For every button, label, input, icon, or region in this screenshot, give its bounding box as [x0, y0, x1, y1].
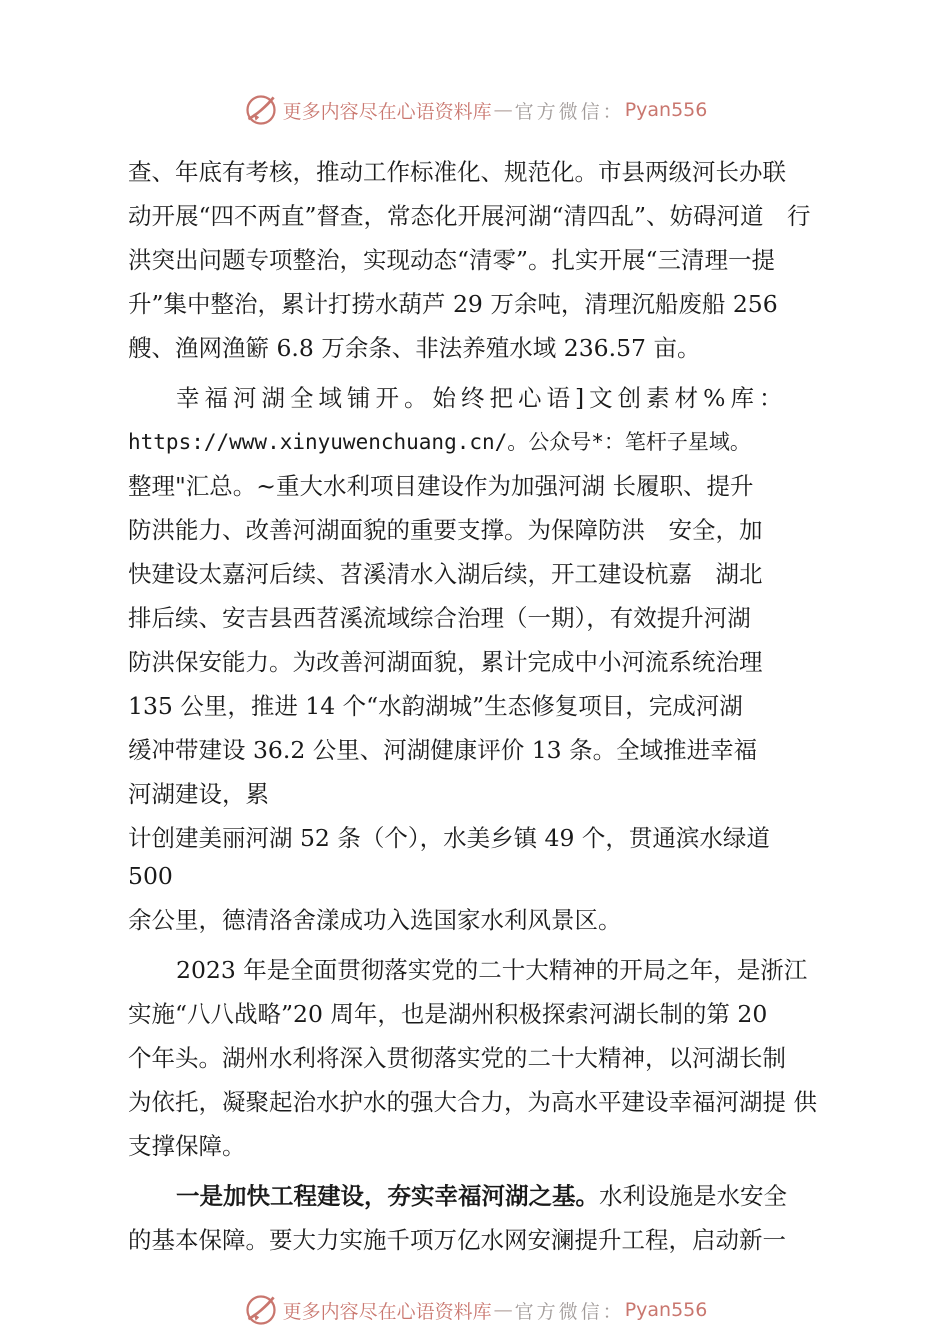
text-line: 防洪能力、改善河湖面貌的重要支撑。为保障防洪 安全，加 — [128, 516, 763, 544]
document-body — [128, 150, 828, 1262]
text-line: 个年头。湖州水利将深入贯彻落实党的二十大精神，以河湖长制 — [128, 1044, 786, 1072]
heading-continuation: 水利设施是水安全 — [599, 1182, 787, 1210]
text-line: 计创建美丽河湖 52 条（个），水美乡镇 49 个，贯通滨水绿道 — [128, 824, 770, 852]
banner-wechat-label: 官方微信： — [514, 100, 625, 123]
text-line: 的基本保障。要大力实施千项万亿水网安澜提升工程，启动新一 — [128, 1226, 786, 1254]
text-line: 缓冲带建设 36.2 公里、河湖健康评价 13 条。全域推进幸福 — [128, 736, 758, 764]
text-line: 135 公里，推进 14 个“水韵湖城”生态修复项目，完成河湖 — [128, 692, 743, 720]
url-line: https://www.xinyuwenchuang.cn/。公众号*：笔杆子星域。 — [128, 430, 751, 454]
banner-wechat-label: 官方微信： — [514, 1300, 625, 1323]
text-line: 河湖建设，累 — [128, 780, 269, 808]
text-line: 排后续、安吉县西苕溪流域综合治理（一期），有效提升河湖 — [128, 604, 751, 632]
text-line — [128, 1174, 828, 1218]
text-line: 动开展“四不两直”督查，常态化开展河湖“清四乱”、妨碍河道 行 — [128, 202, 811, 230]
text-line: 整理"汇总。~重大水利项目建设作为加强河湖 长履职、提升 — [128, 472, 754, 500]
text-line: 洪突出问题专项整治，实现动态“清零”。扎实开展“三清理一提 — [128, 246, 776, 274]
text-line: 艘、渔网渔簖 6.8 万余条、非法养殖水域 236.57 亩。 — [128, 334, 701, 362]
paragraph-5 — [128, 948, 828, 1168]
text-line: 2023 年是全面贯彻落实党的二十大精神的开局之年，是浙江 — [176, 956, 808, 984]
banner-wechat-handle: Pyan556 — [624, 99, 708, 121]
paragraph-4: 余公里，德清洛舍漾成功入选国家水利风景区。 — [128, 906, 622, 934]
header-banner — [0, 90, 950, 130]
paragraph-3 — [128, 816, 828, 892]
text-line: 升”集中整治，累计打捞水葫芦 29 万余吨，清理沉船废船 256 — [128, 290, 778, 318]
text-line: 查、年底有考核，推动工作标准化、规范化。市县两级河长办联 — [128, 158, 786, 186]
pen-logo-icon — [243, 1292, 279, 1328]
footer-banner — [0, 1290, 950, 1330]
paragraph-1 — [128, 150, 828, 370]
paragraph-6 — [128, 1174, 828, 1262]
banner-wechat-handle: Pyan556 — [624, 1299, 708, 1321]
text-line: 支撑保障。 — [128, 1132, 246, 1160]
banner-dash: — — [493, 99, 513, 121]
banner-brand: 更多内容尽在心语资料库 — [282, 1300, 492, 1323]
text-line: 防洪保安能力。为改善河湖面貌，累计完成中小河流系统治理 — [128, 648, 763, 676]
banner-brand: 更多内容尽在心语资料库 — [282, 100, 492, 123]
section-heading: 一是加快工程建设，夯实幸福河湖之基。 — [176, 1182, 599, 1210]
text-line: 实施“八八战略”20 周年，也是湖州积极探索河湖长制的第 20 — [128, 1000, 768, 1028]
paragraph-2 — [128, 376, 828, 816]
text-line: 幸福河湖全域铺开。始终把心语]文创素材%库： — [176, 384, 788, 412]
text-line: 500 — [128, 862, 173, 890]
text-line: 快建设太嘉河后续、苕溪清水入湖后续，开工建设杭嘉 湖北 — [128, 560, 763, 588]
pen-logo-icon — [243, 92, 279, 128]
text-line: 为依托，凝聚起治水护水的强大合力，为高水平建设幸福河湖提 供 — [128, 1088, 817, 1116]
banner-dash: — — [493, 1299, 513, 1321]
